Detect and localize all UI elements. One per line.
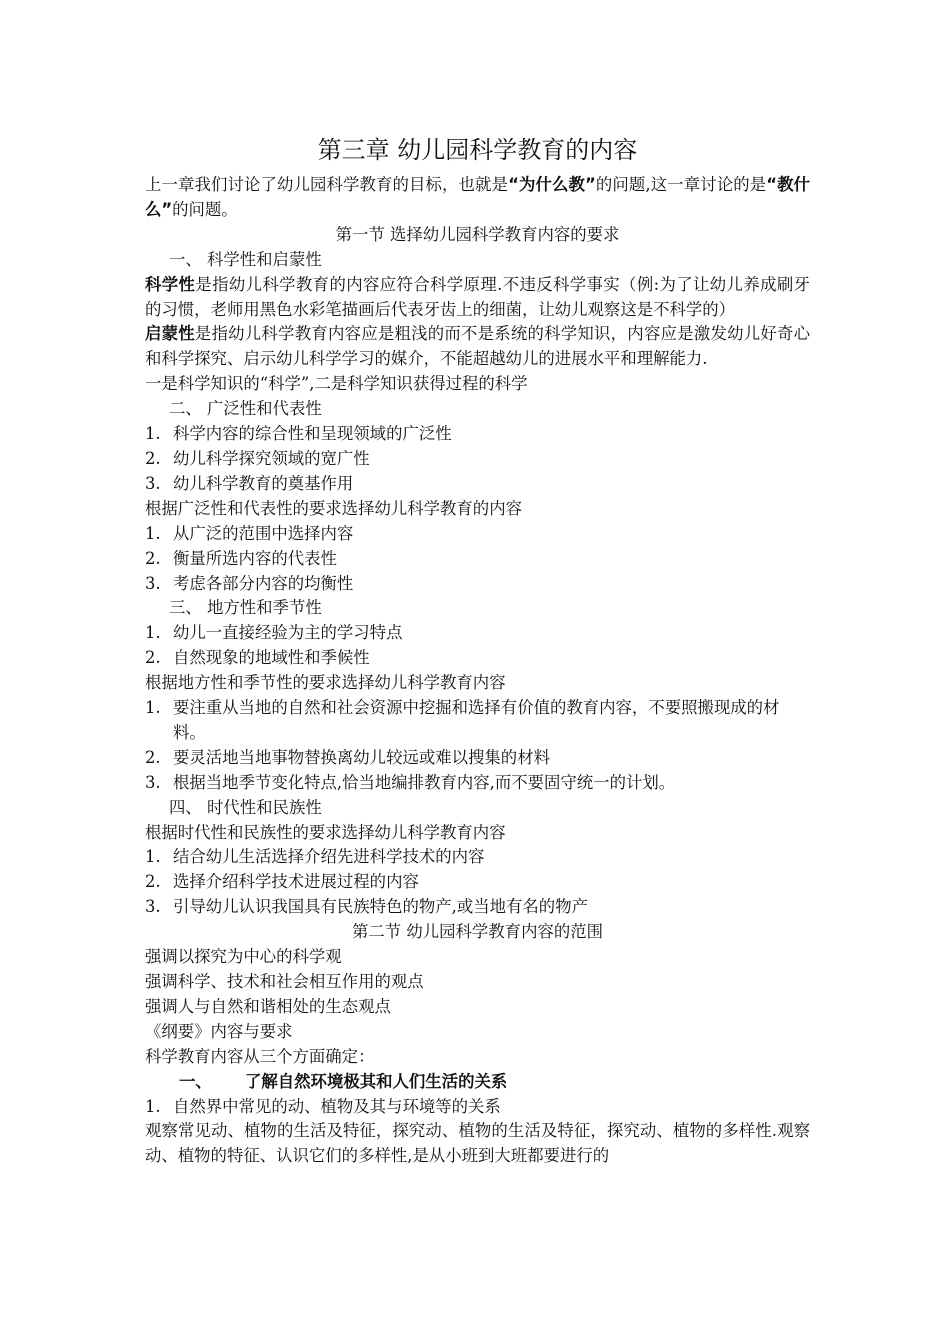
list-item xyxy=(145,646,810,671)
part1-heading: 一、 科学性和启蒙性 xyxy=(169,249,322,269)
list-item xyxy=(145,422,810,447)
list-number: 1. xyxy=(145,523,161,543)
list-text: 要灵活地当地事物替换离幼儿较远或难以搜集的材料 xyxy=(173,747,550,767)
list-item xyxy=(145,447,810,472)
scientific-text: 是指幼儿科学教育的内容应符合科学原理.不违反科学事实（例:为了让幼儿养成刷牙的习惯，老师用黑色水彩笔描画后代表牙齿上的细菌，让幼儿观察这是不科学的） xyxy=(145,274,811,319)
list-item xyxy=(145,522,810,547)
intro-bold-what: “教什么” xyxy=(145,175,810,219)
list-item xyxy=(145,870,810,895)
list-number: 2. xyxy=(145,747,161,767)
list-number: 1. xyxy=(145,623,161,643)
list-number: 1. xyxy=(145,1096,161,1116)
list-number: 2. xyxy=(145,548,161,568)
document-page xyxy=(145,133,810,1169)
bold-subheading xyxy=(145,1070,810,1095)
part3-heading: 三、 地方性和季节性 xyxy=(169,598,322,618)
list-text: 幼儿一直接经验为主的学习特点 xyxy=(173,623,403,643)
list-text: 结合幼儿生活选择介绍先进科学技术的内容 xyxy=(173,847,485,867)
list-number: 2. xyxy=(145,448,161,468)
intro-bold-why: “为什么教” xyxy=(508,175,596,194)
list-item xyxy=(145,845,810,870)
part4-heading: 四、 时代性和民族性 xyxy=(169,797,322,817)
list-text: 自然现象的地域性和季候性 xyxy=(173,648,370,668)
chapter-title: 第三章 幼儿园科学教育的内容 xyxy=(317,136,638,164)
list-item xyxy=(145,472,810,497)
part3-sub: 根据地方性和季节性的要求选择幼儿科学教育内容 xyxy=(145,673,506,693)
list-number: 1. xyxy=(145,847,161,867)
list-number: 3. xyxy=(145,772,161,792)
list-text: 幼儿科学探究领域的宽广性 xyxy=(173,448,370,468)
section2-line: 科学教育内容从三个方面确定： xyxy=(145,1046,375,1066)
list-number: 1. xyxy=(145,698,161,718)
list-item xyxy=(145,621,810,646)
list-text: 引导幼儿认识我国具有民族特色的物产,或当地有名的物产 xyxy=(173,897,588,917)
part2-sub: 根据广泛性和代表性的要求选择幼儿科学教育的内容 xyxy=(145,498,522,518)
section2-line: 强调以探究为中心的科学观 xyxy=(145,947,342,967)
bold-subheading-text: 了解自然环境极其和人们生活的关系 xyxy=(245,1071,508,1091)
list-item xyxy=(145,746,810,771)
list-item xyxy=(145,1095,810,1120)
scientific-paragraph xyxy=(145,273,810,323)
list-text: 科学内容的综合性和呈现领域的广泛性 xyxy=(173,424,452,444)
list-item xyxy=(145,547,810,572)
list-text: 根据当地季节变化特点,恰当地编排教育内容,而不要固守统一的计划。 xyxy=(173,772,676,792)
enlightenment-text: 是指幼儿科学教育内容应是粗浅的而不是系统的科学知识，内容应是激发幼儿好奇心和科学探究、启示幼儿科学学习的媒介，不能超越幼儿的进展水平和理解能力. xyxy=(145,324,811,369)
section2-heading: 第二节 幼儿园科学教育内容的范围 xyxy=(351,922,604,942)
list-text: 幼儿科学教育的奠基作用 xyxy=(173,473,354,493)
list-item xyxy=(145,771,810,796)
part4-sub: 根据时代性和民族性的要求选择幼儿科学教育内容 xyxy=(145,822,506,842)
list-item xyxy=(145,696,810,746)
list-text: 衡量所选内容的代表性 xyxy=(173,548,337,568)
observation-paragraph: 观察常见动、植物的生活及特征，探究动、植物的生活及特征，探究动、植物的多样性.观察动、植物的特征、认识它们的多样性,是从小班到大班都要进行的 xyxy=(145,1121,810,1166)
section2-line: 《纲要》内容与要求 xyxy=(145,1021,293,1041)
enlightenment-paragraph xyxy=(145,322,810,372)
intro-paragraph xyxy=(145,173,810,223)
section1-heading: 第一节 选择幼儿园科学教育内容的要求 xyxy=(335,224,620,244)
list-text: 考虑各部分内容的均衡性 xyxy=(173,573,354,593)
part2-heading: 二、 广泛性和代表性 xyxy=(169,399,322,419)
list-number: 3. xyxy=(145,473,161,493)
enlightenment-term: 启蒙性 xyxy=(145,324,195,344)
intro-text: 的问题。 xyxy=(172,199,238,219)
list-number: 3. xyxy=(145,897,161,917)
intro-text: 的问题,这一章讨论的是 xyxy=(595,175,767,194)
section2-line: 强调人与自然和谐相处的生态观点 xyxy=(145,996,391,1016)
list-number: 2. xyxy=(145,648,161,668)
list-text: 要注重从当地的自然和社会资源中挖掘和选择有价值的教育内容，不要照搬现成的材料。 xyxy=(173,698,780,742)
list-text: 自然界中常见的动、植物及其与环境等的关系 xyxy=(173,1096,501,1116)
list-text: 从广泛的范围中选择内容 xyxy=(173,523,354,543)
scientific-term: 科学性 xyxy=(145,274,196,294)
list-item xyxy=(145,895,810,920)
intro-text: 上一章我们讨论了幼儿园科学教育的目标，也就是 xyxy=(145,175,509,194)
part1-note: 一是科学知识的“科学”,二是科学知识获得过程的科学 xyxy=(145,374,528,394)
list-number: 3. xyxy=(145,573,161,593)
list-number: 2. xyxy=(145,872,161,892)
list-item xyxy=(145,572,810,597)
section2-line: 强调科学、技术和社会相互作用的观点 xyxy=(145,972,424,991)
bold-subheading-number: 一、 xyxy=(179,1071,212,1091)
list-text: 选择介绍科学技术进展过程的内容 xyxy=(173,872,419,892)
list-number: 1. xyxy=(145,424,161,444)
